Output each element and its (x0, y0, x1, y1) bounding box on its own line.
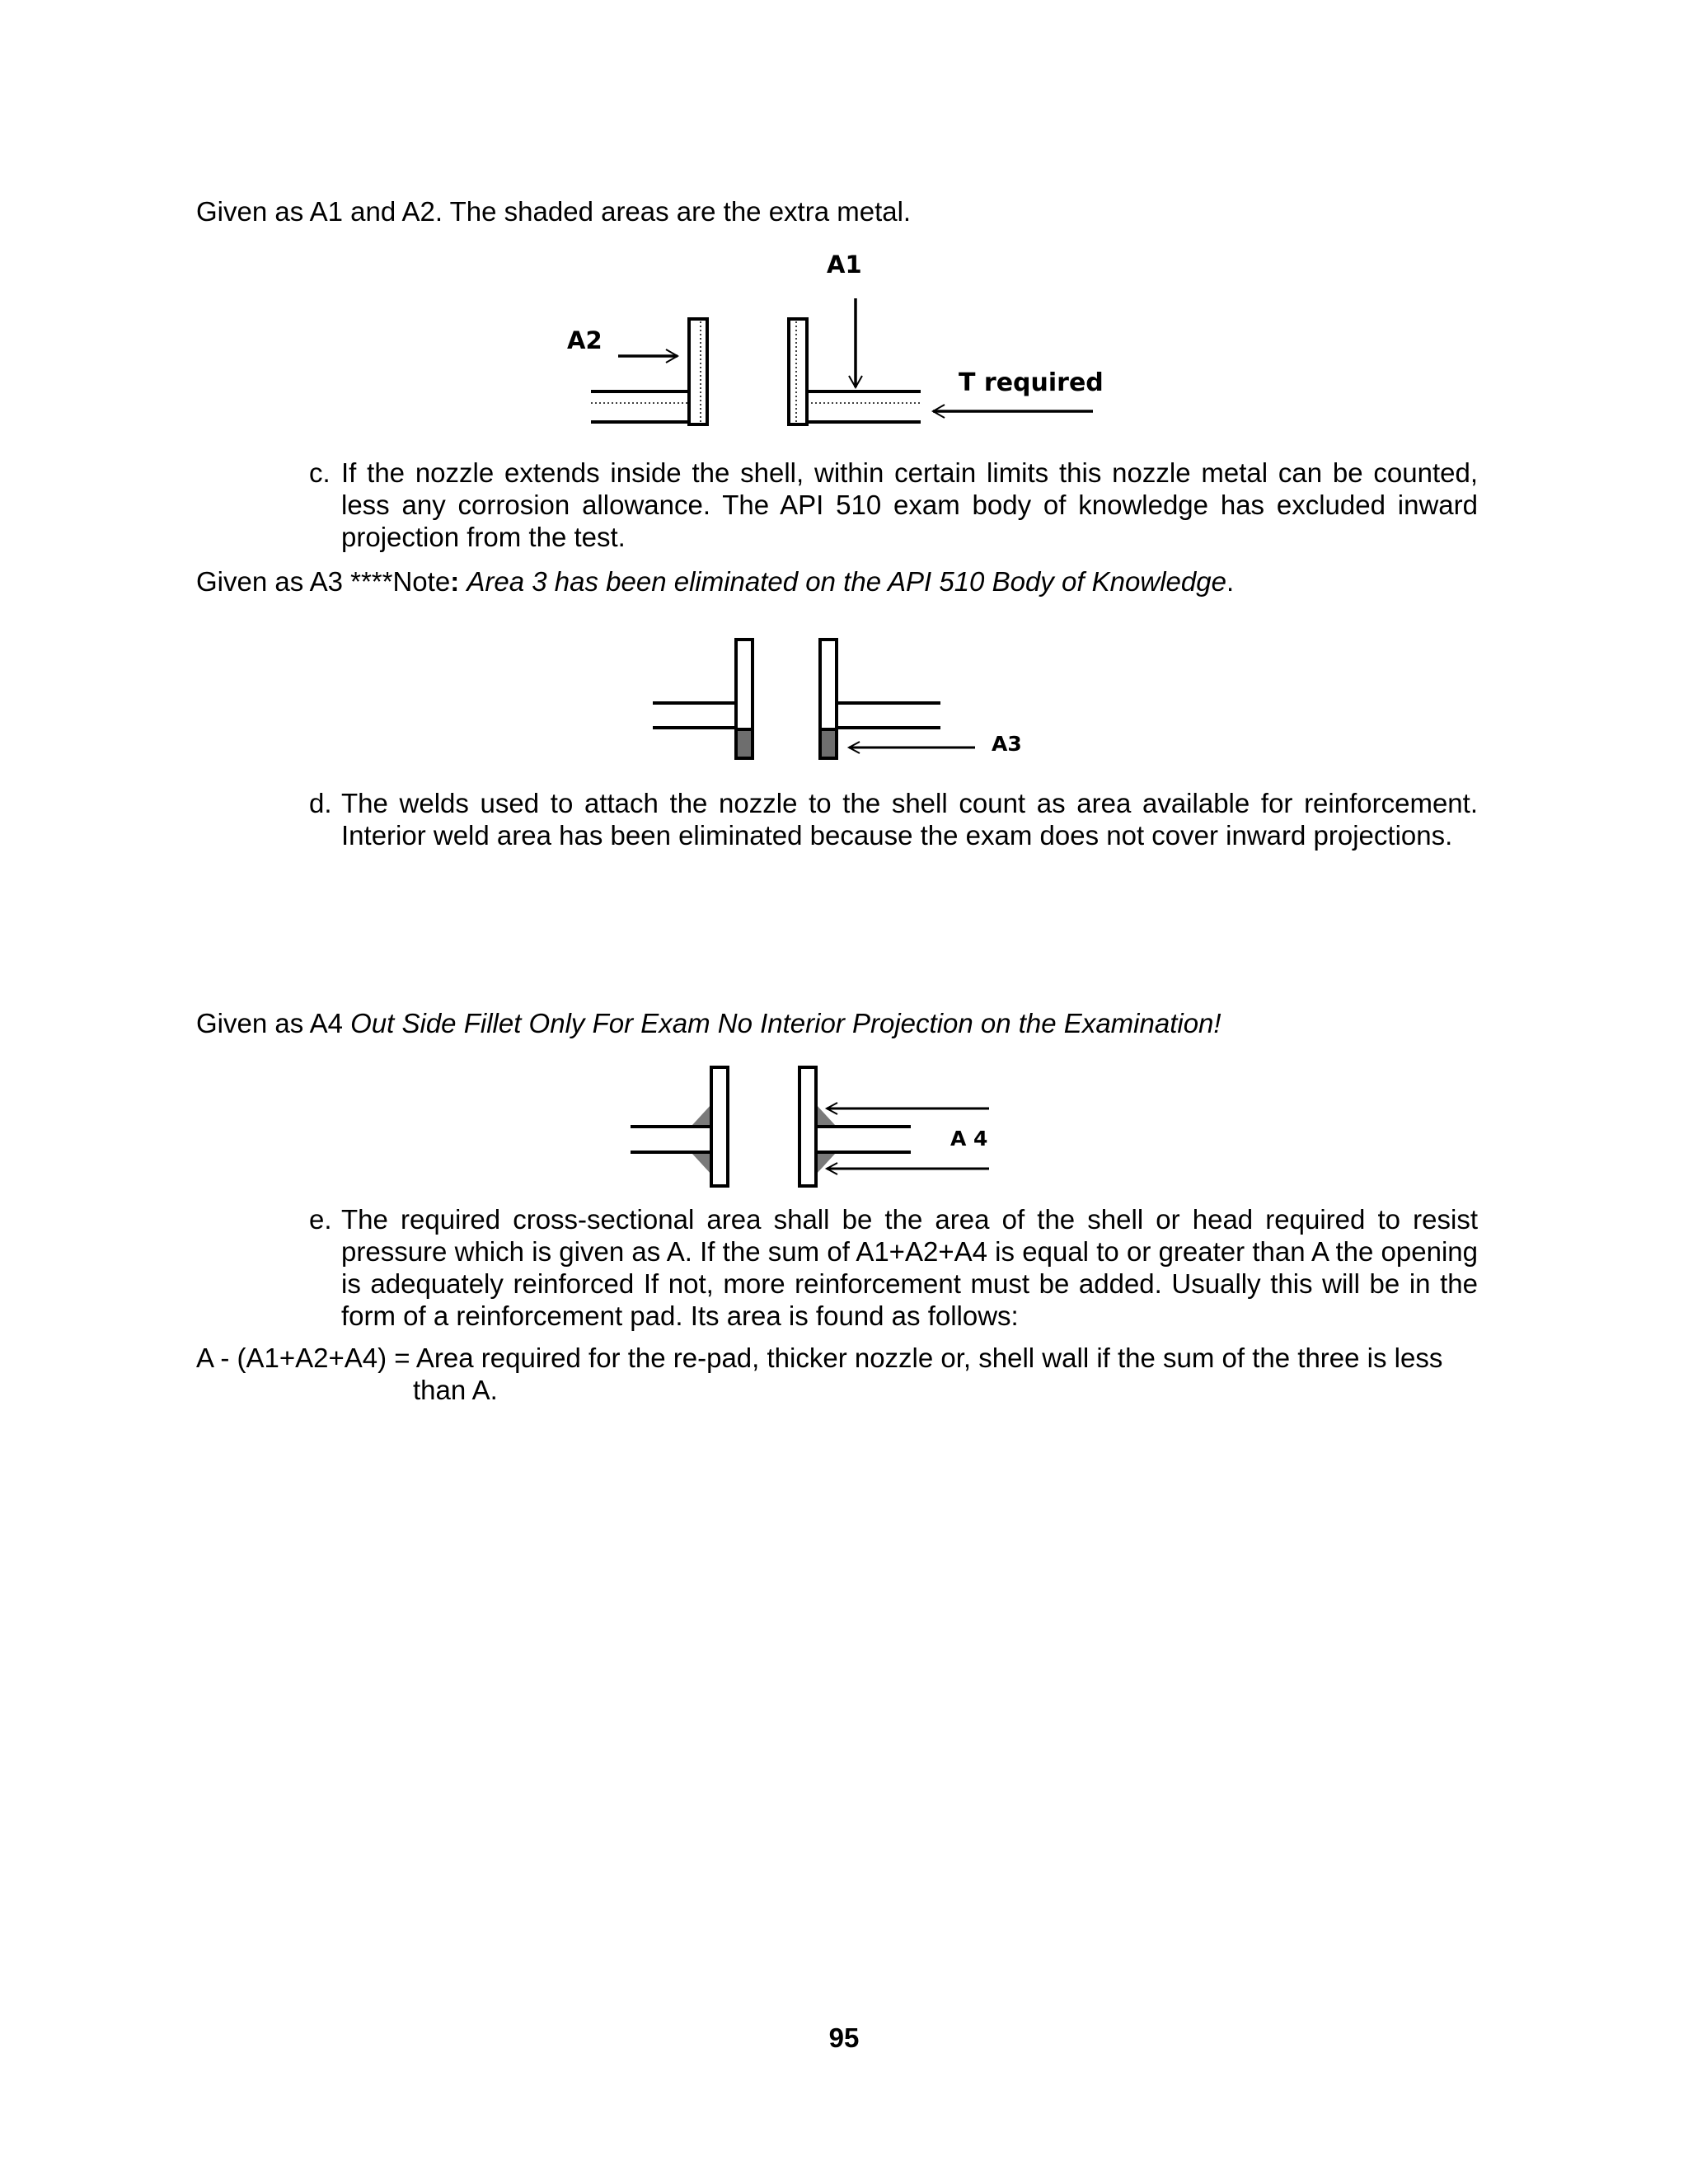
label-t-required: T required (959, 368, 1104, 397)
list-marker: c. (309, 457, 331, 488)
list-item-text: If the nozzle extends inside the shell, within certain limits this nozzle metal can be counted, less any corrosion allowance. The API 510 exam body of knowledge has excluded inward projection from the test. (341, 457, 1478, 552)
intro-line: Given as A1 and A2. The shaded areas are the extra metal. (196, 196, 912, 227)
formula-line-1: A - (A1+A2+A4) = Area required for the re-pad, thicker nozzle or, shell wall if the sum of the three is less (196, 1343, 1443, 1373)
a3-lead: Given as A3 ****Note (196, 566, 451, 597)
a3-italic-note: Area 3 has been eliminated on the API 510 Body of Knowledge (467, 566, 1226, 597)
left-top-fillet (692, 1104, 711, 1125)
list-item-text: The required cross-sectional area shall be the area of the shell or head required to resist pressure which is given as A. If the sum of A1+A2+A4 is equal to or greater than A the opening is adequately reinforced If not, more reinforcement must be added. Usually this will be in the form of a reinforcement pad. Its area is found as follows: (341, 1204, 1478, 1331)
list-marker: d. (309, 788, 332, 818)
label-a4: A 4 (950, 1127, 988, 1151)
list-item-e (309, 1203, 1478, 1332)
label-a1: A1 (827, 251, 862, 279)
a4-italic-note: Out Side Fillet Only For Exam No Interior Projection on the Examination! (350, 1008, 1221, 1038)
left-nozzle-wall (711, 1067, 728, 1186)
formula-line-2: than A. (413, 1375, 498, 1405)
a4-lead: Given as A4 (196, 1008, 343, 1038)
a3-tail: . (1226, 566, 1235, 597)
label-a3: A3 (992, 732, 1022, 756)
list-marker: e. (309, 1204, 332, 1235)
page-number: 95 (828, 2022, 860, 2053)
label-a2: A2 (567, 326, 603, 354)
left-bottom-fillet (692, 1154, 711, 1174)
right-nozzle-wall (799, 1067, 816, 1186)
a3-colon: : (450, 566, 460, 597)
list-item-text: The welds used to attach the nozzle to the shell count as area available for reinforcement. Interior weld area has been eliminated because the exam does not cover inward projections. (341, 788, 1478, 851)
